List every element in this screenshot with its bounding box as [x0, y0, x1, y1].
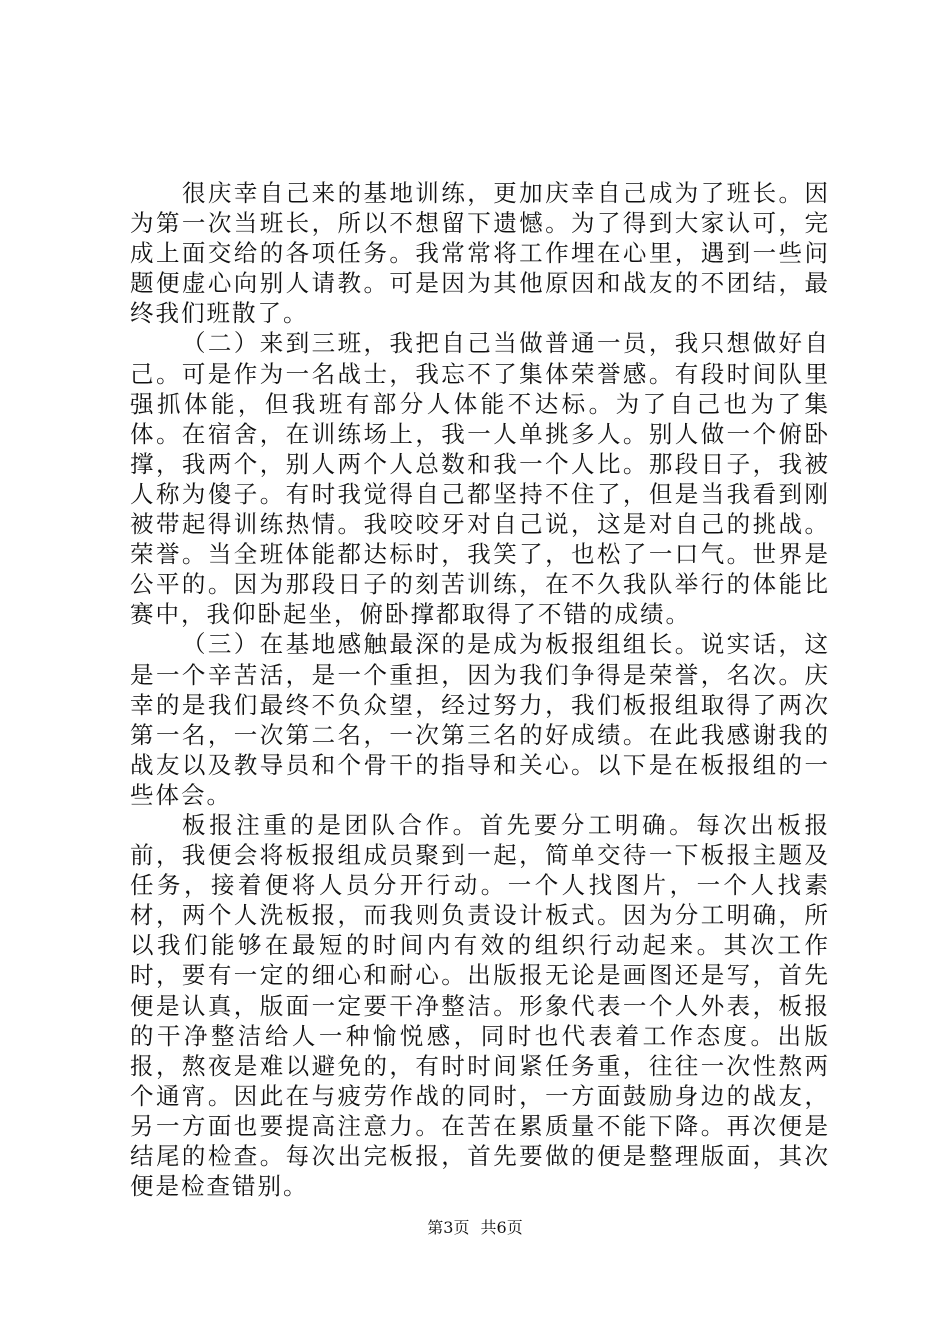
page-footer	[0, 1218, 950, 1238]
paragraph-1: 很庆幸自己来的基地训练，更加庆幸自己成为了班长。因为第一次当班长，所以不想留下遗憾。为了得到大家认可，完成上面交给的各项任务。我常常将工作埋在心里，遇到一些问题便虚心向别人请教。可是因为其他原因和战友的不团结，最终我们班散了。	[130, 179, 830, 328]
page-number: 第3页	[427, 1218, 470, 1237]
paragraph-2: （二）来到三班，我把自己当做普通一员，我只想做好自己。可是作为一名战士，我忘不了集体荣誉感。有段时间队里强抓体能，但我班有部分人体能不达标。为了自己也为了集体。在宿舍，在训练场上，我一人单挑多人。别人做一个俯卧撑，我两个，别人两个人总数和我一个人比。那段日子，我被人称为傻子。有时我觉得自己都坚持不住了，但是当我看到刚被带起得训练热情。我咬咬牙对自己说，这是对自己的挑战。荣誉。当全班体能都达标时，我笑了，也松了一口气。世界是公平的。因为那段日子的刻苦训练，在不久我队举行的体能比赛中，我仰卧起坐，俯卧撑都取得了不错的成绩。	[130, 329, 830, 629]
paragraph-4: 板报注重的是团队合作。首先要分工明确。每次出板报前，我便会将板报组成员聚到一起，简单交待一下板报主题及任务，接着便将人员分开行动。一个人找图片，一个人找素材，两个人洗板报，而我则负责设计板式。因为分工明确，所以我们能够在最短的时间内有效的组织行动起来。其次工作时，要有一定的细心和耐心。出版报无论是画图还是写，首先便是认真，版面一定要干净整洁。形象代表一个人外表，板报的干净整洁给人一种愉悦感，同时也代表着工作态度。出版报，熬夜是难以避免的，有时时间紧任务重，往往一次性熬两个通宵。因此在与疲劳作战的同时，一方面鼓励身边的战友，另一方面也要提高注意力。在苦在累质量不能下降。再次便是结尾的检查。每次出完板报，首先要做的便是整理版面，其次便是检查错别。	[130, 810, 830, 1201]
page-total: 共6页	[480, 1218, 523, 1237]
paragraph-3: （三）在基地感触最深的是成为板报组组长。说实话，这是一个辛苦活，是一个重担，因为我们争得是荣誉，名次。庆幸的是我们最终不负众望，经过努力，我们板报组取得了两次第一名，一次第二名，一次第三名的好成绩。在此我感谢我的战友以及教导员和个骨干的指导和关心。以下是在板报组的一些体会。	[130, 630, 830, 809]
document-body	[130, 178, 830, 1201]
